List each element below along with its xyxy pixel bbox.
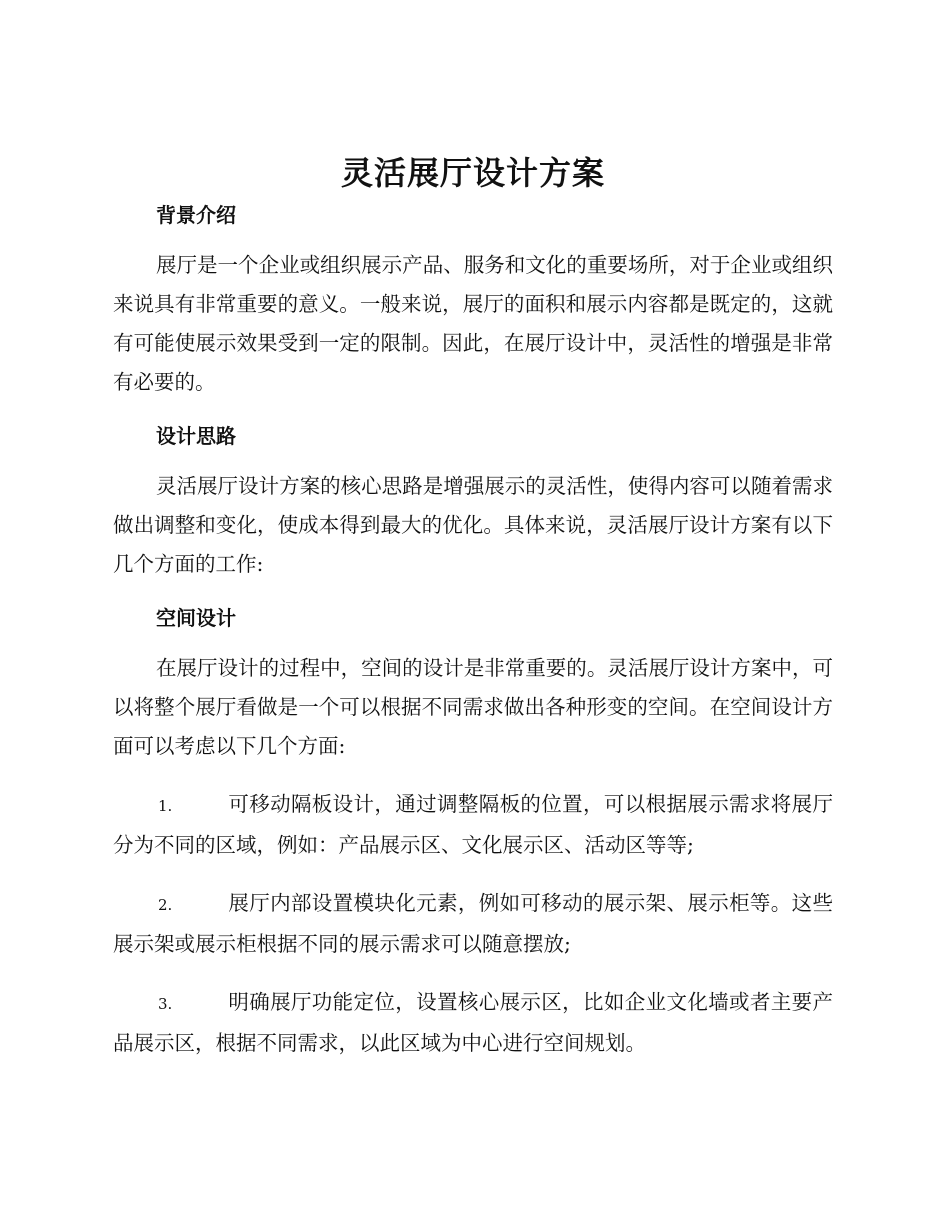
document-page — [113, 150, 833, 1082]
body-paragraph: 展厅是一个企业或组织展示产品、服务和文化的重要场所，对于企业或组织来说具有非常重要的意义。一般来说，展厅的面积和展示内容都是既定的，这就有可能使展示效果受到一定的限制。因此，在展厅设计中，灵活性的增强是非常有必要的。 — [113, 253, 833, 394]
section-heading: 背景介绍 — [156, 203, 236, 227]
section-heading: 设计思路 — [156, 424, 236, 448]
section-heading: 空间设计 — [156, 606, 236, 630]
list-item-text: 展厅内部设置模块化元素，例如可移动的展示架、展示柜等。这些展示架或展示柜根据不同的展示需求可以随意摆放; — [113, 891, 833, 956]
section-design-approach — [113, 421, 833, 584]
document-title: 灵活展厅设计方案 — [340, 154, 605, 192]
list-item-text: 明确展厅功能定位，设置核心展示区，比如企业文化墙或者主要产品展示区，根据不同需求，以此区域为中心进行空间规划。 — [113, 990, 833, 1055]
list-item-number: 3. — [158, 995, 173, 1013]
list-item-number: 2. — [158, 896, 173, 914]
list-item-number: 1. — [158, 797, 173, 815]
list-item-text: 可移动隔板设计，通过调整隔板的位置，可以根据展示需求将展厅分为不同的区域，例如：产品展示区、文化展示区、活动区等等; — [113, 792, 833, 857]
list-item — [113, 983, 833, 1063]
body-paragraph: 在展厅设计的过程中，空间的设计是非常重要的。灵活展厅设计方案中，可以将整个展厅看做是一个可以根据不同需求做出各种形变的空间。在空间设计方面可以考虑以下几个方面: — [113, 656, 833, 758]
body-paragraph: 灵活展厅设计方案的核心思路是增强展示的灵活性，使得内容可以随着需求做出调整和变化，使成本得到最大的优化。具体来说，灵活展厅设计方案有以下几个方面的工作: — [113, 474, 833, 576]
numbered-list — [113, 785, 833, 1063]
list-item — [113, 785, 833, 865]
section-background — [113, 200, 833, 402]
section-space-design — [113, 603, 833, 1063]
list-item — [113, 884, 833, 964]
